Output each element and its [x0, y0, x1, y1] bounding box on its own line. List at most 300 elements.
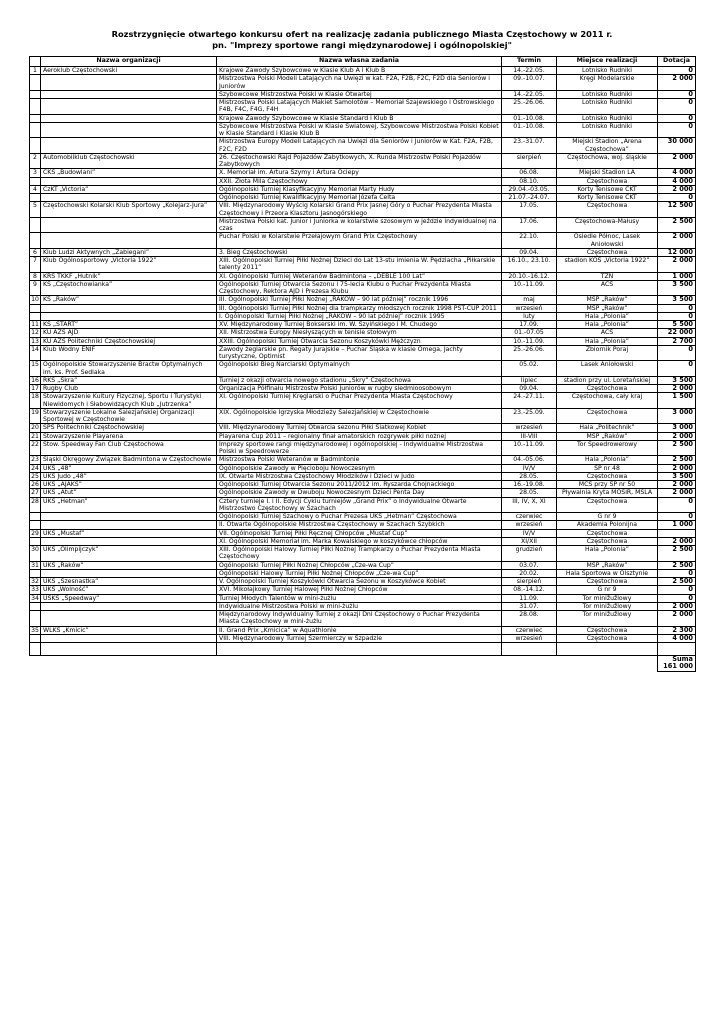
cell-grant: 0	[658, 497, 696, 513]
cell-organization: KS „START”	[41, 321, 217, 329]
cell-organization	[41, 569, 217, 577]
cell-organization	[41, 177, 217, 185]
cell-place: MSP „Raków”	[557, 561, 658, 569]
cell-term: sierpień	[502, 578, 557, 586]
cell-organization: Stowarzyszenie Lokalne Salezjańskiej Organizacji Sportowej w Częstochowie	[41, 408, 217, 424]
cell-term: III-VIII	[502, 432, 557, 440]
cell-organization: Rugby Club	[41, 385, 217, 393]
cell-no: 14	[30, 345, 41, 361]
cell-task-name: XV. Międzynarodowy Turniej Bokserski im. W. Szyińskiego i M. Chudego	[217, 321, 502, 329]
table-row	[30, 472, 696, 480]
cell-term: maj	[502, 296, 557, 304]
cell-no: 3	[30, 169, 41, 177]
cell-grant: 2 500	[658, 217, 696, 233]
cell-organization	[41, 138, 217, 154]
cell-task-name: V. Ogólnopolski Turniej Koszykówki Otwarcia Sezonu w Koszykówce Kobiet	[217, 578, 502, 586]
cell-organization	[41, 602, 217, 610]
cell-term: wrzesień	[502, 634, 557, 642]
cell-no: 13	[31, 337, 39, 345]
table-row	[30, 626, 696, 634]
cell-task-name: Mistrzostwa Europy Modeli Latających na Uwięzi dla Seniorów i Juniorów w Kat. F2A, F2B, F2C, F2D	[217, 138, 502, 154]
cell-term: 22.10.	[502, 233, 557, 249]
table-body	[30, 67, 696, 643]
table-row	[30, 177, 696, 185]
cell-term: 10.-11.09.	[502, 280, 557, 296]
cell-no: 16	[31, 376, 39, 384]
cell-task-name: XVI. Mikołajkowy Turniej Halowej Piłki Nożnej Chłopców	[217, 586, 502, 594]
cell-no	[30, 611, 41, 627]
cell-no: 35	[31, 626, 39, 634]
cell-place: Lotnisko Rudniki	[557, 90, 658, 98]
cell-organization: Klub Ludzi Aktywnych „Zabiegani”	[41, 248, 217, 256]
cell-grant: 2 700	[658, 337, 696, 345]
cell-task-name: III. Ogólnopolski Turniej Piłki Nożnej „RAKÓW – 90 lat później” rocznik 1996	[217, 296, 502, 304]
table-row	[30, 122, 696, 138]
cell-term: 21.07.-24.07.	[502, 194, 557, 202]
cell-organization: UKS „Hetman”	[41, 497, 217, 513]
cell-term: 20.10.-16.12.	[502, 272, 557, 280]
cell-grant: 0	[658, 122, 696, 138]
cell-grant: 2 000	[658, 489, 696, 497]
cell-term: 23.-25.09.	[502, 408, 557, 424]
cell-place: Częstochowa	[557, 529, 658, 537]
cell-term: grudzień	[502, 546, 557, 562]
cell-term: 01.-10.08.	[502, 114, 557, 122]
table-row	[30, 304, 696, 312]
cell-task-name: Puchar Polski w Kolarstwie Przełajowym Grand Prix Częstochowy	[217, 233, 502, 249]
cell-grant: 2 000	[658, 153, 696, 169]
cell-no: 1	[30, 67, 41, 75]
cell-no: 30	[30, 546, 41, 562]
cell-no: 26	[31, 481, 39, 488]
header-place: Miejsce realizacji	[557, 57, 658, 67]
cell-term: 29.04.-03.05.	[502, 185, 557, 193]
cell-no: 22	[30, 440, 41, 456]
cell-organization: WLKS „Kmicic”	[41, 626, 217, 634]
cell-task-name: Organizacja Półfinału Mistrzostw Polski Juniorów w rugby siedmioosobowym	[217, 385, 502, 393]
cell-grant: 0	[658, 586, 696, 594]
cell-no: 29	[31, 529, 39, 537]
cell-organization: CzKT „Victoria”	[41, 185, 217, 193]
cell-grant: 2 500	[658, 456, 696, 464]
cell-no: 25	[31, 472, 39, 480]
cell-task-name: Playarena Cup 2011 – regionalny finał amatorskich rozgrywek piłki nożnej	[217, 432, 502, 440]
cell-task-name: Szybowcowe Mistrzostwa Polski w Klasie Otwartej	[217, 90, 502, 98]
cell-task-name: III. Ogólnopolski Turniej Piłki Nożnej dla trampkarzy młodszych rocznik 1998 PST-CUP 2011	[217, 304, 502, 312]
table-row	[30, 114, 696, 122]
cell-grant: 0	[658, 345, 696, 361]
cell-no: 21	[31, 432, 39, 440]
cell-organization	[41, 194, 217, 202]
cell-place: stadion przy ul. Loretańskiej	[557, 376, 658, 384]
cell-place: Częstochowa	[557, 537, 658, 545]
cell-place: Hala „Polonia”	[557, 456, 658, 464]
cell-grant: 2 000	[658, 464, 696, 472]
cell-grant: 4 000	[658, 177, 696, 185]
cell-grant: 2 000	[658, 233, 696, 249]
table-row	[30, 312, 696, 320]
table-row	[30, 138, 696, 154]
cell-task-name: Ogólnopolskie Zawody w Dwuboju Nowoczesnym Dzieci Penta Day	[217, 489, 502, 497]
cell-organization	[41, 217, 217, 233]
cell-no: 4	[30, 185, 41, 193]
cell-place: G nr 9	[557, 586, 658, 594]
cell-place: Akademia Polonijna	[557, 521, 658, 529]
cell-place: Korty Tenisowe CKT	[557, 194, 658, 202]
cell-place: ACS	[557, 329, 658, 337]
cell-grant: 12 500	[658, 202, 696, 218]
table-row	[30, 345, 696, 361]
table-row	[30, 329, 696, 337]
table-row	[30, 521, 696, 529]
cell-no	[30, 312, 41, 320]
table-row	[30, 90, 696, 98]
cell-task-name: Ogólnopolski Turniej Kwalifikacyjny Memoriał Józefa Celta	[217, 194, 502, 202]
cell-grant: 0	[658, 361, 696, 377]
cell-organization: Stowarzyszenie Playarena	[41, 432, 217, 440]
cell-task-name: VIII. Międzynarodowy Turniej Szermierczy w Szpadzie	[217, 634, 502, 642]
table-row	[30, 75, 696, 91]
cell-term: XI/XII	[502, 537, 557, 545]
table-row	[30, 464, 696, 472]
table-row	[30, 248, 696, 256]
cell-task-name: XI. Ogólnopolski Turniej Kręglarski o Puchar Prezydenta Miasta Częstochowy	[217, 393, 502, 409]
cell-task-name: Turniej Młodych Talentów w mini-żużlu	[217, 594, 502, 602]
cell-task-name: Mistrzostwa Polski Weteranów w Badmintonie	[217, 456, 502, 464]
cell-grant: 2 000	[658, 432, 696, 440]
total-row	[30, 656, 696, 672]
table-row	[30, 602, 696, 610]
table-row	[30, 194, 696, 202]
cell-organization: UKS „Olimpijczyk”	[41, 546, 217, 562]
cell-place: Częstochowa-Małusy	[557, 217, 658, 233]
cell-grant: 2 500	[658, 578, 696, 586]
cell-grant: 0	[658, 99, 696, 115]
cell-grant: 0	[658, 90, 696, 98]
table-row	[30, 185, 696, 193]
cell-no: 5	[30, 202, 41, 218]
cell-no: 27	[31, 489, 39, 497]
cell-grant: 0	[658, 312, 696, 320]
cell-organization	[41, 304, 217, 312]
cell-no	[30, 99, 41, 115]
cell-place: Częstochowa	[557, 578, 658, 586]
header-grant: Dotacja	[658, 57, 696, 67]
header-task-name: Nazwa własna zadania	[217, 57, 502, 67]
cell-term: 09.-10.07.	[502, 75, 557, 91]
cell-term: 09.04.	[502, 248, 557, 256]
cell-grant: 5 500	[658, 321, 696, 329]
cell-grant: 0	[658, 594, 696, 602]
table-row	[30, 376, 696, 384]
table-row	[30, 561, 696, 569]
cell-task-name: 3. Bieg Częstochowski	[217, 248, 502, 256]
cell-task-name: Imprezy sportowe rangi międzynarodowej i ogólnopolskiej - Indywidualne Mistrzostwa Polski w Speedrowerze	[217, 440, 502, 456]
cell-task-name: Indywidualne Mistrzostwa Polski w mini-żużlu	[217, 602, 502, 610]
cell-term: 17.05.	[502, 202, 557, 218]
cell-organization: KU AZS AJD	[41, 329, 217, 337]
cell-grant: 2 000	[658, 185, 696, 193]
cell-place: Pływalnia Kryta MOSiR, MSLA	[557, 489, 658, 497]
cell-term: 08.-14.12.	[502, 586, 557, 594]
cell-no: 6	[30, 248, 41, 256]
cell-place: Częstochowa	[557, 177, 658, 185]
cell-place: MSP „Raków”	[557, 304, 658, 312]
cell-organization: UKS „Atut”	[41, 489, 217, 497]
cell-term: III, IV, X, XI	[502, 497, 557, 513]
total-cell	[658, 656, 696, 672]
cell-term: 14.-22.05.	[502, 90, 557, 98]
cell-no: 7	[30, 257, 41, 273]
cell-term: 20.02.	[502, 569, 557, 577]
table-row	[30, 408, 696, 424]
cell-no: 31	[31, 561, 39, 569]
table-row	[30, 169, 696, 177]
table-header-row	[30, 57, 696, 67]
cell-no: 17	[31, 385, 39, 392]
cell-no	[30, 122, 41, 138]
cell-task-name: Ogólnopolski Turniej Szachowy o Puchar Prezesa UKS „Hetman” Częstochowa	[217, 513, 502, 521]
cell-no: 20	[31, 424, 39, 432]
cell-term: czerwiec	[502, 626, 557, 634]
cell-grant: 0	[658, 67, 696, 75]
cell-no: 32	[31, 578, 39, 585]
cell-grant: 2 000	[658, 537, 696, 545]
cell-organization: UKS Judo „48”	[41, 472, 217, 480]
cell-no: 24	[31, 464, 39, 472]
cell-no: 33	[31, 586, 39, 594]
cell-grant	[658, 529, 696, 537]
cell-place: Lotnisko Rudniki	[557, 122, 658, 138]
cell-task-name: Mistrzostwa Polski kat. Junior i Juniorka w kolarstwie szosowym w jeździe indywidualnej na czas	[217, 217, 502, 233]
cell-organization: UKS „48”	[41, 464, 217, 472]
cell-no	[30, 114, 41, 122]
cell-grant: 2 300	[658, 626, 696, 634]
table-row	[30, 513, 696, 521]
cell-organization	[41, 99, 217, 115]
cell-term: wrzesień	[502, 424, 557, 432]
cell-term: 17.09.	[502, 321, 557, 329]
cell-place: Hala „Polonia”	[557, 546, 658, 562]
table-row	[30, 257, 696, 273]
table-row	[30, 489, 696, 497]
cell-grant: 22 000	[658, 329, 696, 337]
cell-grant: 3 000	[658, 408, 696, 424]
table-row	[30, 497, 696, 513]
cell-organization: USKS „Speedway”	[41, 594, 217, 602]
cell-place: Osiedle Północ, Lasek Aniołowski	[557, 233, 658, 249]
cell-no: 34	[31, 594, 39, 602]
cell-place: MSP „Raków”	[557, 296, 658, 304]
cell-task-name: Ogólnopolski Turniej Klasyfikacyjny Memoriał Marty Hudy	[217, 185, 502, 193]
cell-organization	[41, 122, 217, 138]
cell-organization	[41, 114, 217, 122]
cell-no: 23	[31, 456, 39, 464]
table-blank-row	[30, 643, 696, 656]
cell-term: 11.09.	[502, 594, 557, 602]
cell-task-name: VIII. Międzynarodowy Wyścig Kolarski Grand Prix Jasnej Góry o Puchar Prezydenta Miasta Częstochowy i Przeora Klasztoru Jasnogórskiego	[217, 202, 502, 218]
header-term: Termin	[502, 57, 557, 67]
cell-task-name: I. Ogólnopolski Turniej Piłki Nożnej „RAKÓW – 90 lat później” rocznik 1995	[217, 312, 502, 320]
table-row	[30, 456, 696, 464]
cell-organization: UKS „AJAKS”	[41, 481, 217, 489]
cell-task-name: IX. Otwarte Mistrzostwa Częstochowy Młodzików i Dzieci w Judo	[217, 472, 502, 480]
cell-task-name: XI. Ogólnopolski Memoriał im. Marka Kowalskiego w koszykówce chłopców	[217, 537, 502, 545]
cell-task-name: XXII. Złota Mila Częstochowy	[217, 177, 502, 185]
cell-no	[30, 569, 41, 577]
cell-place: Miejski Stadion LA	[557, 169, 658, 177]
table-row	[30, 569, 696, 577]
table-row	[30, 393, 696, 409]
cell-place: Częstochowa, cały kraj	[557, 393, 658, 409]
cell-grant: 0	[658, 194, 696, 202]
cell-grant: 3 500	[658, 280, 696, 296]
cell-task-name: X. Memoriał im. Artura Szymy i Artura Ociepy	[217, 169, 502, 177]
cell-no	[30, 634, 41, 642]
cell-task-name: Mistrzostwa Polski Latających Makiet Samolotów – Memoriał Szajewskiego i Ostrowskiego F4B, F4C, F4G, F4H	[217, 99, 502, 115]
cell-grant: 12 000	[658, 248, 696, 256]
table-row	[30, 67, 696, 75]
table-row	[30, 529, 696, 537]
cell-term: 16.10., 23.10.	[502, 257, 557, 273]
cell-task-name: II. Grand Prix „Kmicica” w Aquathlonie	[217, 626, 502, 634]
cell-place: Częstochowa	[557, 248, 658, 256]
cell-task-name: XIII. Ogólnopolski Turniej Piłki Nożnej Dzieci do Lat 13-stu imienia W. Pędziacha „Piłkarskie talenty 2011”	[217, 257, 502, 273]
cell-task-name: II. Otwarte Ogólnopolskie Mistrzostwa Częstochowy w Szachach Szybkich	[217, 521, 502, 529]
cell-organization: Ogólnopolskie Stowarzyszenie Bractw Optymalnych im. ks. Prof. Sedlaka	[41, 361, 217, 377]
cell-grant: 2 000	[658, 481, 696, 489]
title-line-2: pn. "Imprezy sportowe rangi międzynarodowej i ogólnopolskiej"	[212, 39, 512, 50]
cell-place: Hala „Polonia”	[557, 337, 658, 345]
cell-task-name: XIII. Ogólnopolski Halowy Turniej Piłki Nożnej Trampkarzy o Puchar Prezydenta Miasta Częstochowy	[217, 546, 502, 562]
cell-term: 24.-27.11.	[502, 393, 557, 409]
cell-grant: 2 000	[658, 602, 696, 610]
cell-term: lipiec	[502, 376, 557, 384]
cell-organization: UKS „Szesnastka”	[41, 578, 217, 586]
cell-grant: 0	[658, 304, 696, 312]
cell-task-name: XI. Ogólnopolski Turniej Weteranów Badmintona – „DEBLE 100 Lat”	[217, 272, 502, 280]
cell-no	[30, 513, 41, 521]
cell-grant: 3 500	[658, 296, 696, 304]
cell-organization	[41, 537, 217, 545]
cell-organization: RKS „Skra”	[41, 376, 217, 384]
cell-task-name: Krajowe Zawody Szybowcowe w Klasie Standard i Klub B	[217, 114, 502, 122]
cell-term: 28.08.	[502, 611, 557, 627]
cell-organization	[41, 233, 217, 249]
cell-no: 2	[30, 153, 41, 169]
cell-task-name: VII. Ogólnopolski Turniej Piłki Ręcznej Chłopców „Mustaf Cup”	[217, 529, 502, 537]
cell-term: 28.05.	[502, 472, 557, 480]
cell-task-name: XII. Mistrzostwa Europy Niesłyszących w tenisie stołowym	[217, 329, 502, 337]
cell-organization: KRS TKKF „Hutnik”	[41, 272, 217, 280]
total-value: 161 000	[663, 662, 693, 671]
table-row	[30, 233, 696, 249]
cell-term: sierpień	[502, 153, 557, 169]
cell-place: G nr 9	[557, 513, 658, 521]
cell-no: 10	[31, 296, 39, 304]
cell-grant: 3 500	[658, 376, 696, 384]
cell-organization: Automobilklub Częstochowski	[41, 153, 217, 169]
cell-place: Hala „Polonia”	[557, 312, 658, 320]
table-row	[30, 634, 696, 642]
title-line-1: Rozstrzygnięcie otwartego konkursu ofert na realizację zadania publicznego Miasta Częstochowy w 2011 r.	[111, 29, 613, 39]
cell-task-name: Turniej z okazji otwarcia nowego stadionu „Skry” Częstochowa	[217, 376, 502, 384]
cell-grant: 3 500	[658, 472, 696, 480]
cell-task-name: Szybowcowe Mistrzostwa Polski w Klasie Światowej, Szybowcowe Mistrzostwa Polski Kobiet w Klasie Standard i Klasie Klub B	[217, 122, 502, 138]
cell-no	[30, 233, 41, 249]
cell-organization: Klub Ogólnosportowy „Victoria 1922”	[41, 257, 217, 273]
cell-term: 16.-19.08.	[502, 481, 557, 489]
cell-place: Lotnisko Rudniki	[557, 99, 658, 115]
cell-term: 10.-11.09.	[502, 440, 557, 456]
cell-no: 12	[31, 329, 39, 337]
cell-place: Tor minižužlowy	[557, 611, 658, 627]
cell-task-name: VIII. Międzynarodowy Turniej Otwarcia sezonu Piłki Siatkowej Kobiet	[217, 424, 502, 432]
cell-grant: 2 000	[658, 257, 696, 273]
table-row	[30, 385, 696, 393]
cell-place: Częstochowa, woj. śląskie	[557, 153, 658, 169]
cell-organization: UKS „Mustaf”	[41, 529, 217, 537]
cell-term: luty	[502, 312, 557, 320]
cell-place: Hala Sportowa w Olsztynie	[557, 569, 658, 577]
cell-organization	[41, 312, 217, 320]
table-row	[30, 432, 696, 440]
cell-no: 19	[30, 408, 41, 424]
table-row	[30, 296, 696, 304]
cell-term: 10.-11.09.	[502, 337, 557, 345]
cell-organization	[41, 521, 217, 529]
cell-task-name: Ogólnopolski Turniej Piłki Nożnej Chłopców „Cze-wa Cup”	[217, 561, 502, 569]
cell-task-name: Ogólnopolski Bieg Narciarski Optymalnych	[217, 361, 502, 377]
cell-organization: KS „Częstochowianka”	[41, 280, 217, 296]
table-row	[30, 611, 696, 627]
cell-grant: 0	[658, 114, 696, 122]
cell-grant: 2 500	[658, 561, 696, 569]
cell-no: 9	[30, 280, 41, 296]
total-label: Suma	[672, 655, 693, 663]
header-organization: Nazwa organizacji	[41, 57, 217, 67]
cell-place: Kręgi Modelarskie	[557, 75, 658, 91]
cell-no	[30, 602, 41, 610]
cell-grant: 3 000	[658, 424, 696, 432]
table-row	[30, 272, 696, 280]
table-row	[30, 440, 696, 456]
cell-place: Hala „Polonia”	[557, 321, 658, 329]
cell-grant: 1 000	[658, 521, 696, 529]
cell-no	[30, 90, 41, 98]
cell-place: Częstochowa	[557, 202, 658, 218]
cell-term: 09.04.	[502, 385, 557, 393]
table-row	[30, 99, 696, 115]
cell-grant: 2 500	[658, 546, 696, 562]
table-row	[30, 153, 696, 169]
cell-organization	[41, 90, 217, 98]
cell-term: 25.-26.06.	[502, 99, 557, 115]
cell-term: 04.-05.06.	[502, 456, 557, 464]
cell-grant: 0	[658, 513, 696, 521]
cell-organization: KS „Raków”	[41, 296, 217, 304]
cell-place: Lasek Aniołowski	[557, 361, 658, 377]
cell-place: Częstochowa	[557, 634, 658, 642]
cell-no: 8	[30, 272, 41, 280]
cell-grant: 4 000	[658, 169, 696, 177]
cell-place: Lotnisko Rudniki	[557, 67, 658, 75]
cell-no	[30, 177, 41, 185]
cell-no	[30, 75, 41, 91]
cell-term: 08.10.	[502, 177, 557, 185]
cell-place: Częstochowa	[557, 626, 658, 634]
table-row	[30, 202, 696, 218]
